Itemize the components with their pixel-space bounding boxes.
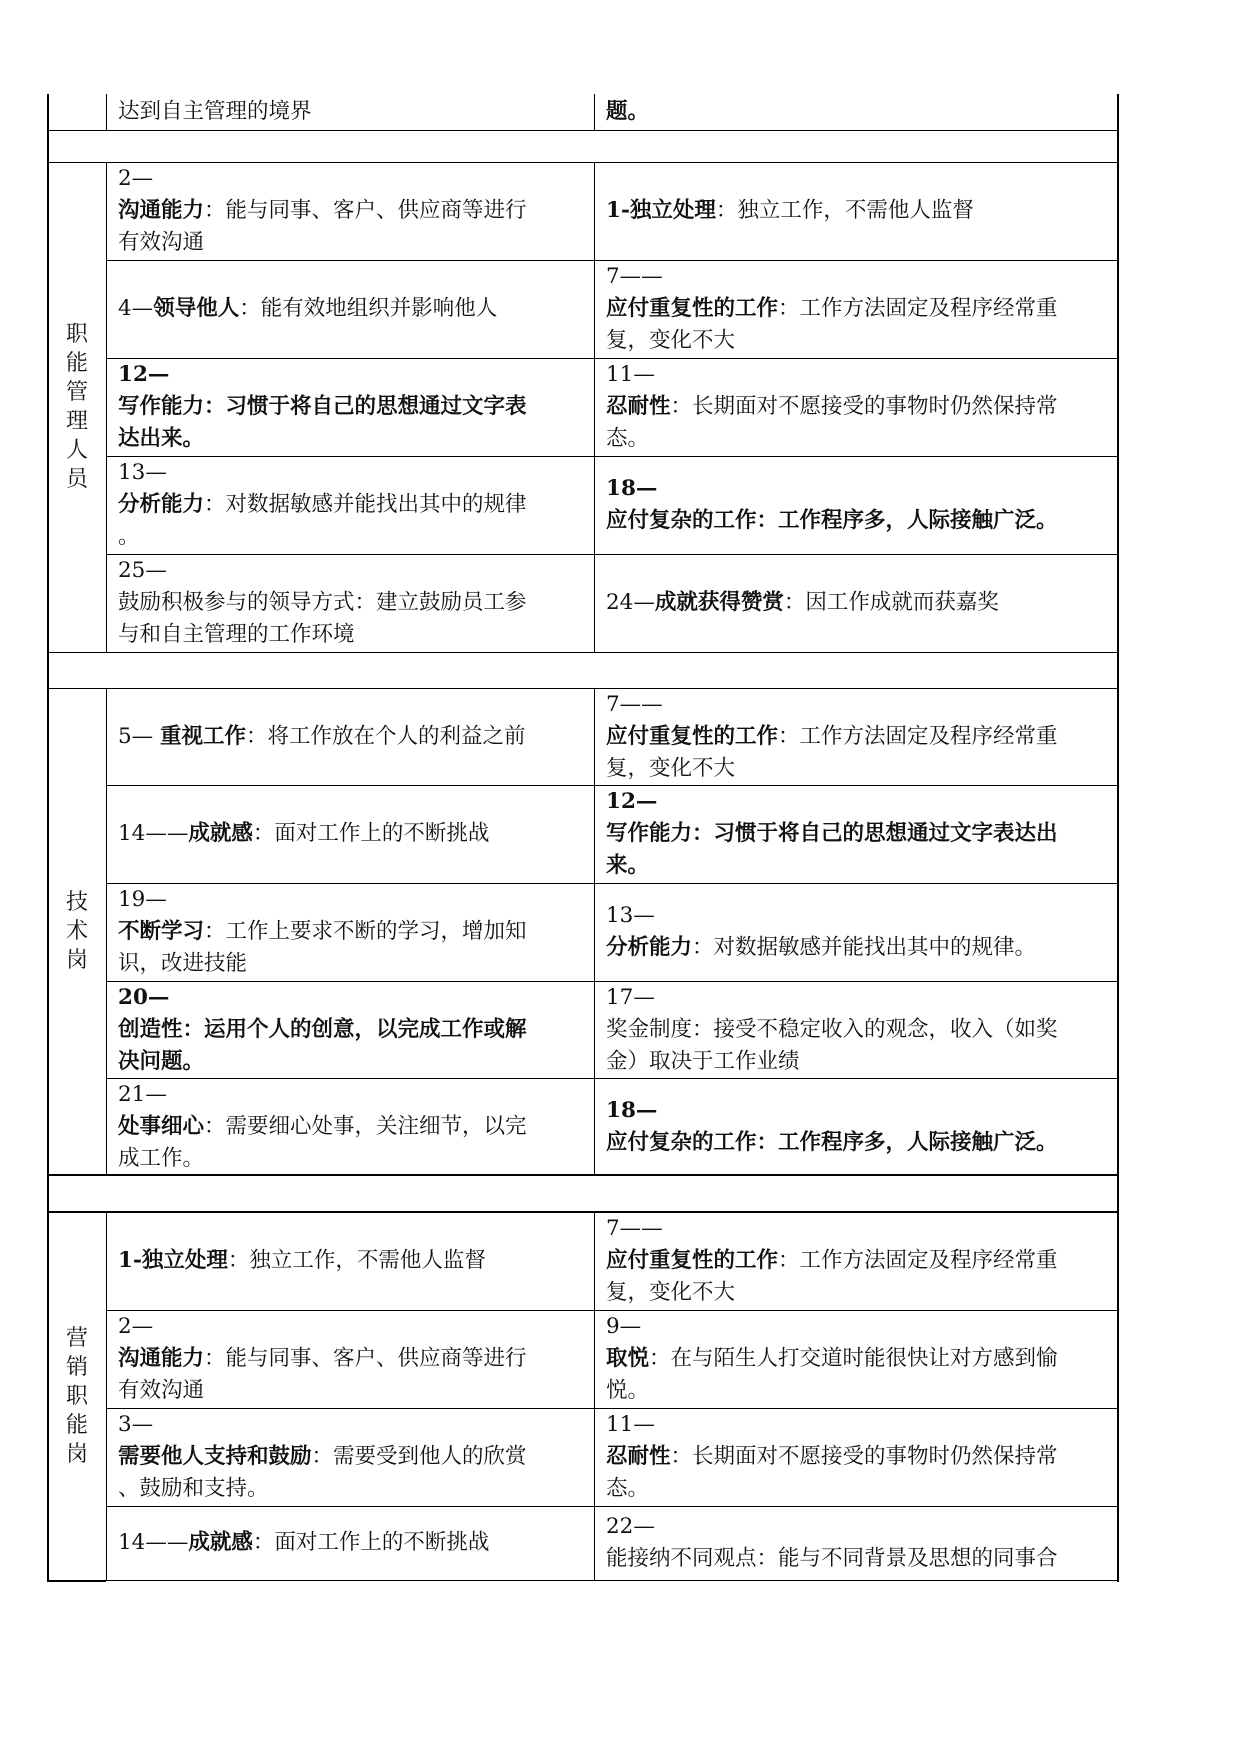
table-cell-left [106,260,594,358]
bold-text: 需要他人支持和鼓励 [118,1444,312,1469]
plain-text: 14—— [118,1530,189,1555]
cell-line [606,1375,1114,1407]
grid-line-vertical [594,162,595,652]
cell-line [606,786,1114,818]
cell-line [606,423,1114,455]
plain-text: 复，变化不大 [606,1280,736,1305]
cell-line [118,293,590,325]
cell-text: 达到自主管理的境界 [118,99,312,124]
cell-line [606,293,1114,325]
cell-line [118,1527,590,1559]
grid-line-vertical [594,688,595,1175]
table-cell-left [106,456,594,554]
table-cell-left [106,883,594,981]
plain-text: 21— [118,1081,167,1107]
table-cell-right [594,554,1118,652]
bold-text: 成就感 [188,1530,253,1555]
grid-line-horizontal [106,1408,1118,1409]
label-char: 技 [65,890,88,915]
cell-line [606,587,1114,619]
plain-text: 悦。 [606,1378,650,1403]
plain-text: 25— [118,558,167,583]
top-row-left-cell [106,94,594,130]
plain-text: 有效沟通 [118,230,205,255]
cell-line [606,1127,1114,1159]
table-border-right [1117,94,1119,1582]
cell-line [606,850,1114,882]
cell-line [118,1079,590,1111]
cell-line [118,721,590,753]
table-cell-right [594,1212,1118,1310]
bold-text: 处事细心 [118,1113,205,1139]
label-char: 人 [65,438,88,463]
plain-text: ：长期面对不愿接受的事物时仍然保持常 [670,394,1058,419]
plain-text: ：工作方法固定及程序经常重 [778,1248,1058,1273]
table-cell-right [594,358,1118,456]
table-cell-right [594,1310,1118,1408]
cell-line [118,1245,590,1277]
plain-text: ：在与陌生人打交道时能很快让对方感到愉 [649,1346,1058,1371]
cell-line [606,1277,1114,1309]
cell-line [606,359,1114,391]
cell-line [118,1111,590,1143]
cell-line [118,916,590,948]
table-cell-left [106,981,594,1078]
grid-line-horizontal [106,260,1118,261]
plain-text: 鼓励积极参与的领导方式：建立鼓励员工参 [118,590,527,615]
table-cell-left [106,1212,594,1310]
table-cell-left [106,162,594,260]
group-label-management [48,162,106,652]
plain-text: 5— [118,723,161,749]
grid-line-vertical [106,688,107,1175]
cell-line [606,1473,1114,1505]
table-cell-left [106,688,594,785]
plain-text: 态。 [606,426,650,451]
label-char: 术 [65,919,88,944]
label-char: 销 [65,1354,88,1380]
table-cell-right [594,1408,1118,1506]
bold-text: 18— [606,476,658,501]
cell-line [118,391,590,423]
plain-text: 。 [118,524,140,549]
label-char: 管 [65,380,88,405]
cell-line [118,619,590,651]
cell-text: 题。 [606,99,650,124]
plain-text: 13— [606,903,655,928]
cell-line [606,1046,1114,1078]
bold-text: 成就感 [188,821,253,846]
grid-line-vertical [594,94,595,130]
cell-line [118,1014,590,1046]
grid-line-horizontal [48,162,1118,163]
label-char: 员 [65,467,88,492]
plain-text: 22— [606,1514,655,1539]
bold-text: 应付重复性的工作 [606,723,779,749]
bold-text: 创造性：运用个人的创意，以完成工作或解 [118,1016,527,1042]
grid-line-horizontal [106,1506,1118,1507]
plain-text: 17— [606,984,655,1010]
cell-line [118,489,590,521]
cell-line [606,505,1114,537]
table-cell-right [594,260,1118,358]
plain-text: ：能与同事、客户、供应商等进行 [204,198,527,223]
cell-line [118,1473,590,1505]
cell-line [606,325,1114,357]
cell-line [118,1046,590,1078]
plain-text: ：能有效地组织并影响他人 [239,296,498,321]
bold-text: 写作能力：习惯于将自己的思想通过文字表 [118,394,527,419]
plain-text: ：对数据敏感并能找出其中的规律。 [692,935,1037,960]
cell-line [118,195,590,227]
plain-text: 复，变化不大 [606,755,736,781]
table-cell-left [106,1506,594,1580]
plain-text: 4— [118,296,154,321]
cell-line [118,1409,590,1441]
cell-line [606,818,1114,850]
table-cell-right [594,456,1118,554]
table-cell-left [106,1078,594,1175]
grid-line-horizontal [48,1174,1118,1176]
bold-text: 分析能力 [606,935,693,960]
cell-line [606,473,1114,505]
bold-text: 达出来。 [118,426,205,451]
plain-text: 13— [118,460,167,485]
cell-line [606,900,1114,932]
bold-text: 写作能力：习惯于将自己的思想通过文字表达出 [606,821,1058,846]
bold-text: 忍耐性 [606,394,671,419]
plain-text: ：工作方法固定及程序经常重 [778,296,1058,321]
plain-text: 成工作。 [118,1145,205,1171]
bold-text: 来。 [606,853,650,878]
bold-text: 应付重复性的工作 [606,1248,779,1273]
grid-line-vertical [106,162,107,652]
cell-line [606,932,1114,964]
cell-line [118,1311,590,1343]
grid-line-horizontal [48,1211,1118,1213]
grid-line-horizontal [48,688,1118,689]
table-border-bottom [48,1580,106,1582]
grid-line-horizontal [106,981,1118,982]
plain-text: 能接纳不同观点：能与不同背景及思想的同事合 [606,1546,1058,1571]
plain-text: 9— [606,1314,642,1339]
plain-text: ：工作方法固定及程序经常重 [778,723,1058,749]
table-cell-left [106,785,594,883]
grid-line-horizontal [106,1078,1118,1079]
bold-text: 不断学习 [118,919,205,944]
plain-text: 2— [118,1314,154,1339]
table-cell-left [106,1408,594,1506]
plain-text: 、鼓励和支持。 [118,1476,269,1501]
bold-text: 沟通能力 [118,198,205,223]
bold-text: 12— [606,789,658,814]
group-label-technical [48,688,106,1175]
bold-text: 领导他人 [153,296,240,321]
cell-line [118,555,590,587]
plain-text: 3— [118,1412,154,1437]
plain-text: 金）取决于工作业绩 [606,1048,800,1074]
plain-text: ：需要受到他人的欣赏 [311,1444,527,1469]
bold-text: 重视工作 [160,723,247,749]
plain-text: 有效沟通 [118,1378,205,1403]
bold-text: 决问题。 [118,1048,205,1074]
label-char: 能 [65,1412,88,1438]
cell-line [606,1409,1114,1441]
plain-text: 14—— [118,821,189,846]
bold-text: 应付重复性的工作 [606,296,779,321]
label-char: 理 [65,409,88,434]
plain-text: 7—— [606,1216,663,1241]
plain-text: ：工作上要求不断的学习，增加知 [204,919,527,944]
cell-line [606,1311,1114,1343]
bold-text: 18— [606,1097,658,1123]
cell-line [606,1343,1114,1375]
cell-line [606,1511,1114,1543]
label-char: 岗 [65,1441,88,1467]
grid-line-horizontal [106,883,1118,884]
plain-text: ：能与同事、客户、供应商等进行 [204,1346,527,1371]
plain-text: 与和自主管理的工作环境 [118,622,355,647]
cell-line [606,982,1114,1014]
cell-line [118,818,590,850]
plain-text: ：面对工作上的不断挑战 [252,821,490,846]
grid-line-horizontal [106,456,1118,457]
plain-text: 7—— [606,264,663,289]
cell-line [118,587,590,619]
label-char: 能 [65,351,88,376]
label-char: 职 [65,322,88,347]
cell-line [606,1095,1114,1127]
cell-line [118,457,590,489]
grid-line-vertical [106,1212,107,1580]
cell-line [118,521,590,553]
bold-text: 应付复杂的工作：工作程序多，人际接触广泛。 [606,1129,1058,1155]
cell-line [606,1014,1114,1046]
grid-line-horizontal [106,1310,1118,1311]
cell-line [606,1245,1114,1277]
table-cell-left [106,1310,594,1408]
plain-text: ：独立工作，不需他人监督 [715,198,974,223]
cell-line [118,1343,590,1375]
plain-text: ：需要细心处事，关注细节，以完 [204,1113,527,1139]
label-char: 岗 [65,948,88,973]
label-char: 营 [65,1325,88,1351]
group-label-marketing [48,1212,106,1580]
plain-text: ：长期面对不愿接受的事物时仍然保持常 [670,1444,1058,1469]
cell-line [606,721,1114,753]
plain-text: 11— [606,362,655,387]
table-cell-right [594,162,1118,260]
bold-text: 分析能力 [118,492,205,517]
plain-text: 态。 [606,1476,650,1501]
plain-text: ：对数据敏感并能找出其中的规律 [204,492,527,517]
cell-line [118,884,590,916]
bold-text: 12— [118,362,170,387]
cell-line [606,1543,1114,1575]
cell-line [606,391,1114,423]
plain-text: 复，变化不大 [606,328,736,353]
label-char: 职 [65,1383,88,1409]
cell-line [118,359,590,391]
plain-text: ：独立工作，不需他人监督 [227,1248,486,1273]
cell-line [118,1375,590,1407]
cell-line [118,1441,590,1473]
plain-text: 11— [606,1412,655,1437]
table-cell-right [594,1078,1118,1175]
grid-line-vertical [594,1212,595,1580]
table-cell-right [594,785,1118,883]
plain-text: ：将工作放在个人的利益之前 [246,723,526,749]
cell-line [606,1213,1114,1245]
cell-line [118,982,590,1014]
plain-text: 7—— [606,691,663,717]
cell-line [118,227,590,259]
table-cell-left [106,554,594,652]
cell-line [118,423,590,455]
cell-line [118,948,590,980]
bold-text: 1-独立处理 [606,198,716,223]
grid-line-horizontal [106,785,1118,786]
cell-line [606,1441,1114,1473]
plain-text: 24— [606,590,655,615]
top-row-right-cell [594,94,1118,130]
table-cell-right [594,1506,1118,1580]
cell-line [118,1143,590,1175]
plain-text: 识，改进技能 [118,951,248,976]
table-border-left [47,94,49,1582]
bold-text: 沟通能力 [118,1346,205,1371]
table-cell-right [594,883,1118,981]
plain-text: ：因工作成就而获嘉奖 [783,590,999,615]
cell-line [118,163,590,195]
plain-text: 奖金制度：接受不稳定收入的观念，收入（如奖 [606,1016,1058,1042]
grid-line-horizontal [48,652,1118,653]
grid-line-horizontal [48,130,1118,131]
cell-line [606,261,1114,293]
plain-text: ：面对工作上的不断挑战 [252,1530,490,1555]
cell-line [606,195,1114,227]
bold-text: 成就获得赞赏 [654,590,784,615]
plain-text: 19— [118,887,167,912]
bold-text: 1-独立处理 [118,1248,228,1273]
bold-text: 应付复杂的工作：工作程序多，人际接触广泛。 [606,508,1058,533]
bold-text: 20— [118,984,170,1010]
plain-text: 2— [118,166,154,191]
grid-line-vertical [106,94,107,130]
cell-line [606,689,1114,721]
cell-line [606,753,1114,785]
table-cell-left [106,358,594,456]
bold-text: 忍耐性 [606,1444,671,1469]
table-cell-right [594,688,1118,785]
bold-text: 取悦 [606,1346,650,1371]
grid-line-horizontal [106,554,1118,555]
grid-line-horizontal [106,358,1118,359]
table-cell-right [594,981,1118,1078]
table-border-bottom [106,1580,1118,1581]
